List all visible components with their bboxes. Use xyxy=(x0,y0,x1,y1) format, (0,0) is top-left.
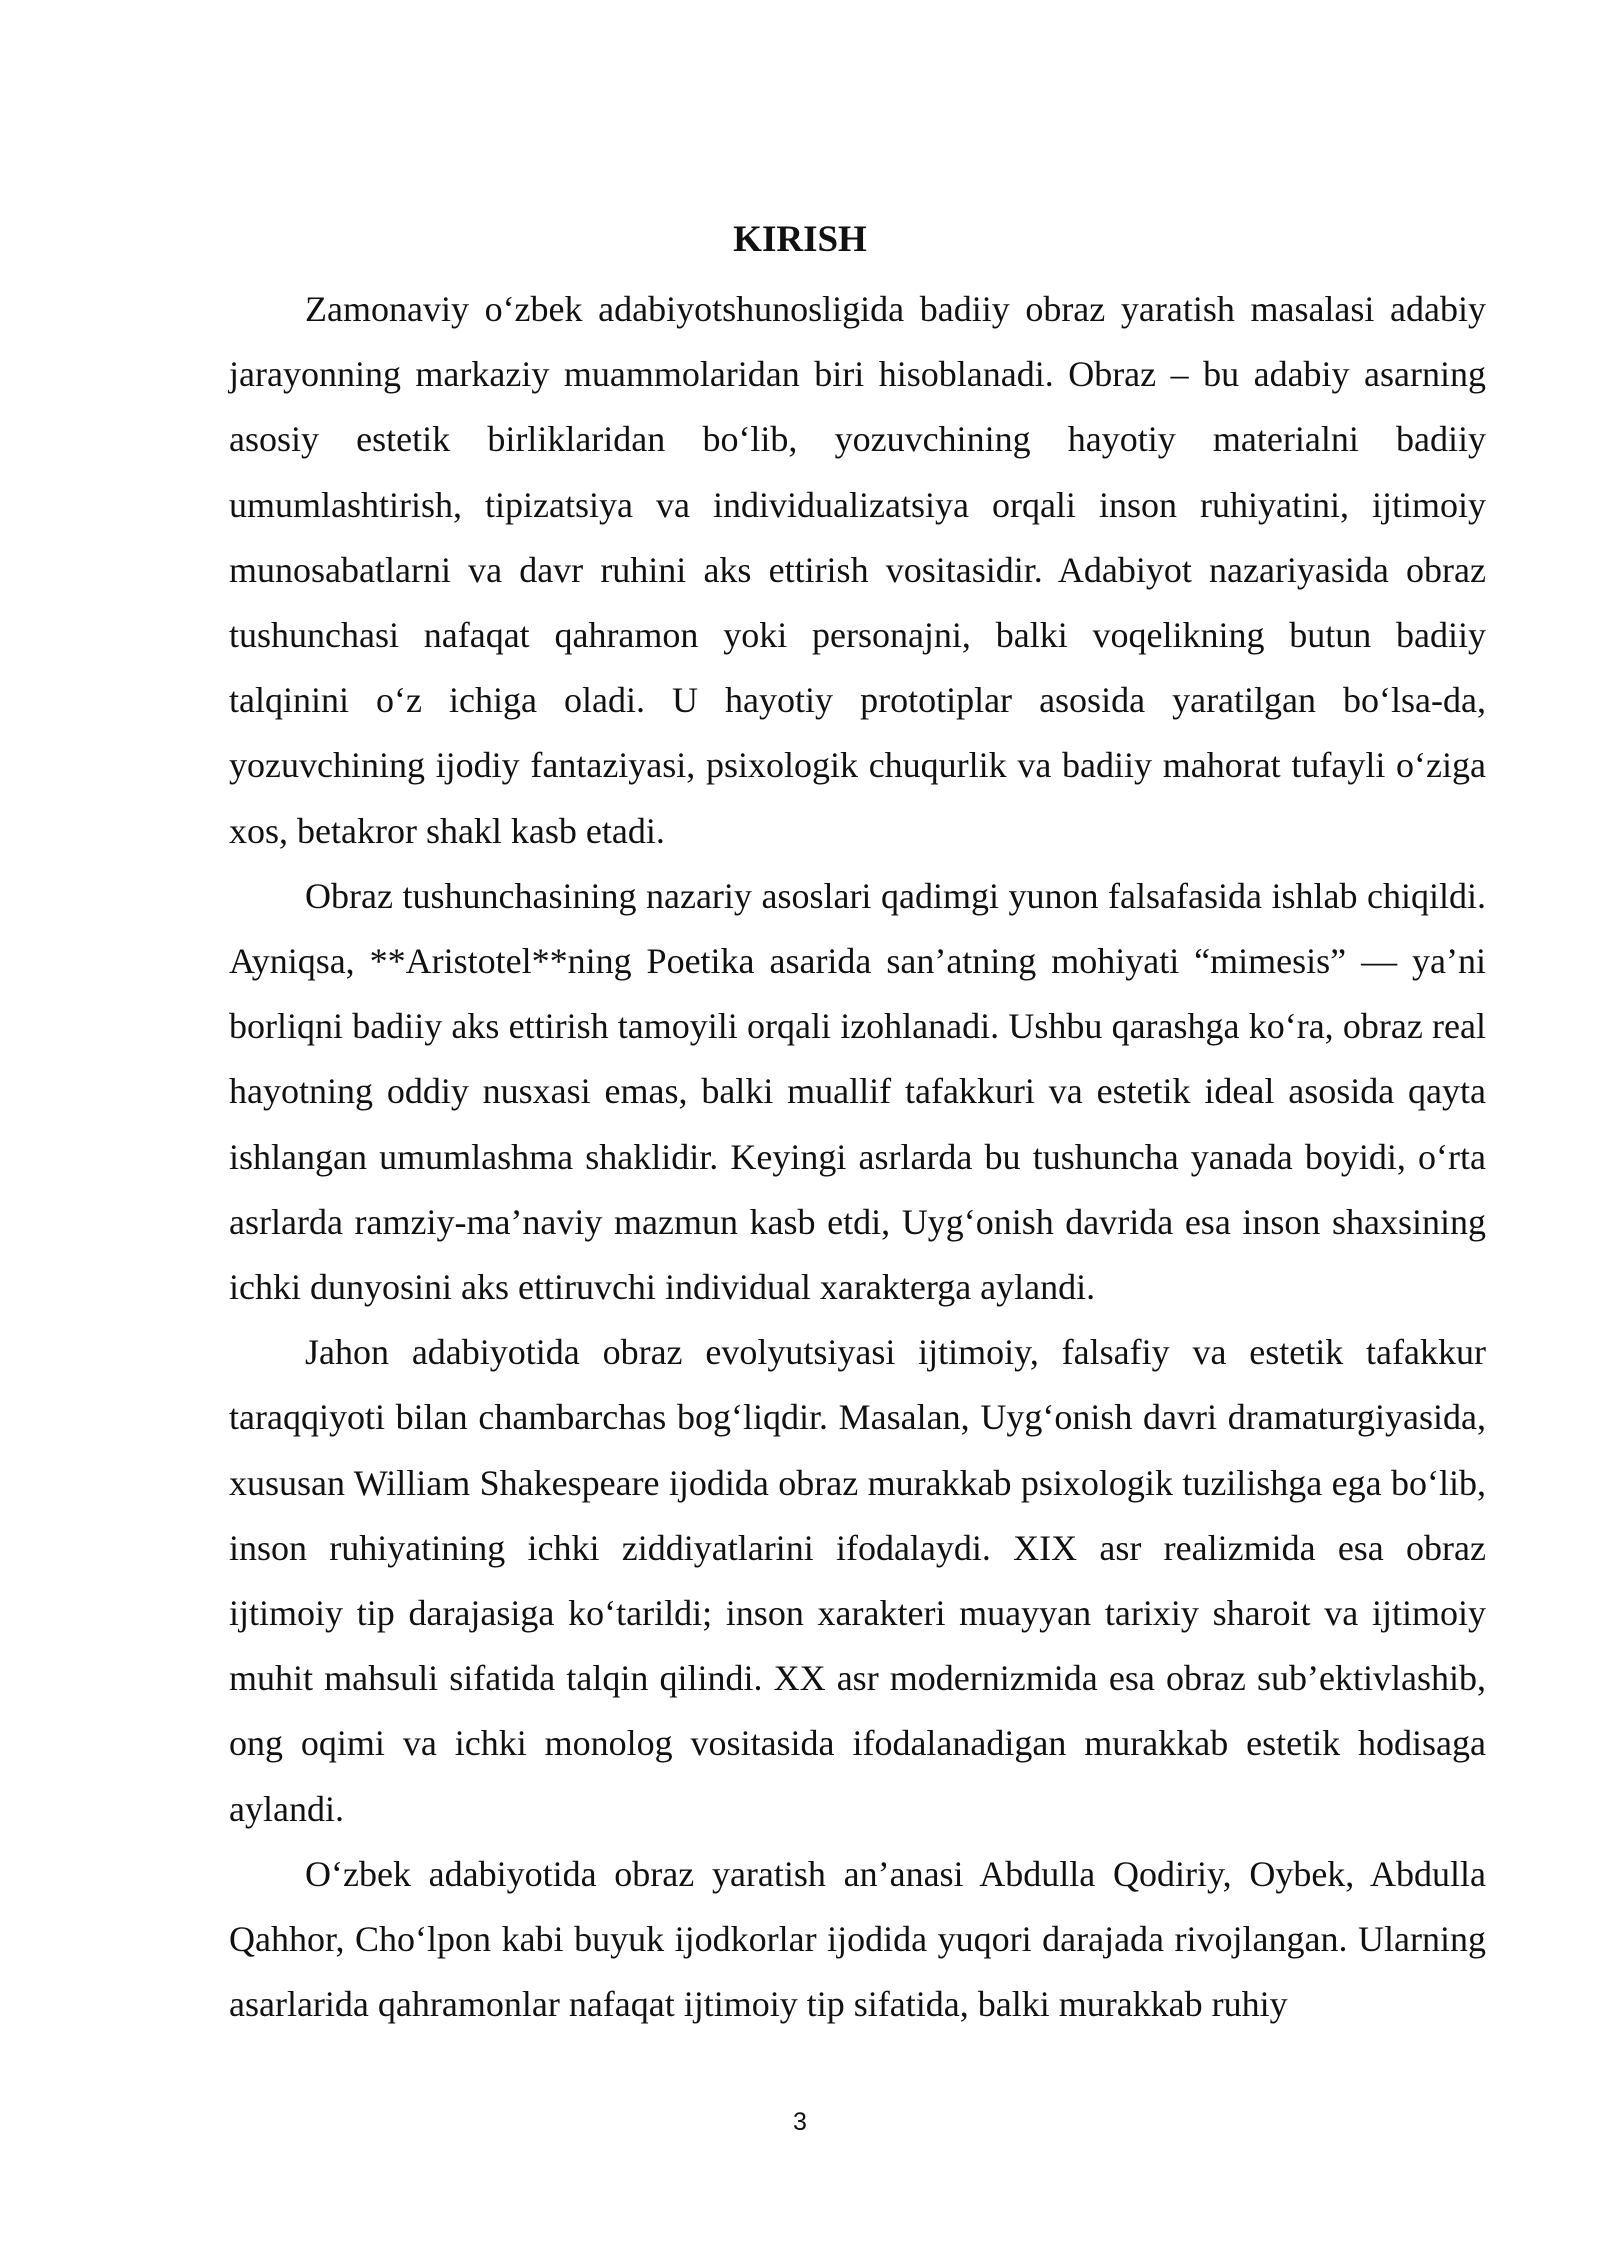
page-number: 3 xyxy=(793,2108,807,2136)
paragraph-2: Obraz tushunchasining nazariy asoslari qadimgi yunon falsafasida ishlab chiqildi. Ayniqsa, **Aristotel**ning Poetika asarida san’atning mohiyati “mimesis” — ya’ni borliqni badiiy aks ettirish tamoyili orqali izohlanadi. Ushbu qarashga koʻra, obraz real hayotning oddiy nusxasi emas, balki muallif tafakkuri va estetik ideal asosida qayta ishlangan umumlashma shaklidir. Keyingi asrlarda bu tushuncha yanada boyidi, oʻrta asrlarda ramziy-ma’naviy mazmun kasb etdi, Uygʻonish davrida esa inson shaxsining ichki dunyosini aks ettiruvchi individual xarakterga aylandi. xyxy=(229,875,1486,1308)
paragraph-1: Zamonaviy oʻzbek adabiyotshunosligida badiiy obraz yaratish masalasi adabiy jarayonning markaziy muammolaridan biri hisoblanadi. Obraz – bu adabiy asarning asosiy estetik birliklaridan boʻlib, yozuvchining hayotiy materialni badiiy umumlashtirish, tipizatsiya va individualizatsiya orqali inson ruhiyatini, ijtimoiy munosabatlarni va davr ruhini aks ettirish vositasidir. Adabiyot nazariyasida obraz tushunchasi nafaqat qahramon yoki personajni, balki voqelikning butun badiiy talqinini oʻz ichiga oladi. U hayotiy prototiplar asosida yaratilgan boʻlsa-da, yozuvchining ijodiy fantaziyasi, psixologik chuqurlik va badiiy mahorat tufayli oʻziga xos, betakror shakl kasb etadi. xyxy=(229,289,1486,851)
paragraph-4: Oʻzbek adabiyotida obraz yaratish an’anasi Abdulla Qodiriy, Oybek, Abdulla Qahhor, Choʻlpon kabi buyuk ijodkorlar ijodida yuqori darajada rivojlangan. Ularning asarlarida qahramonlar nafaqat ijtimoiy tip sifatida, balki murakkab ruhiy xyxy=(229,1853,1486,2025)
paragraph-3: Jahon adabiyotida obraz evolyutsiyasi ijtimoiy, falsafiy va estetik tafakkur taraqqiyoti bilan chambarchas bogʻliqdir. Masalan, Uygʻonish davri dramaturgiyasida, xususan William Shakespeare ijodida obraz murakkab psixologik tuzilishga ega boʻlib, inson ruhiyatining ichki ziddiyatlarini ifodalaydi. XIX asr realizmida esa obraz ijtimoiy tip darajasiga koʻtarildi; inson xarakteri muayyan tarixiy sharoit va ijtimoiy muhit mahsuli sifatida talqin qilindi. XX asr modernizmida esa obraz sub’ektivlashib, ong oqimi va ichki monolog vositasida ifodalanadigan murakkab estetik hodisaga aylandi. xyxy=(229,1332,1486,1829)
body-text xyxy=(229,277,1486,2037)
page-title: KIRISH xyxy=(733,219,867,260)
